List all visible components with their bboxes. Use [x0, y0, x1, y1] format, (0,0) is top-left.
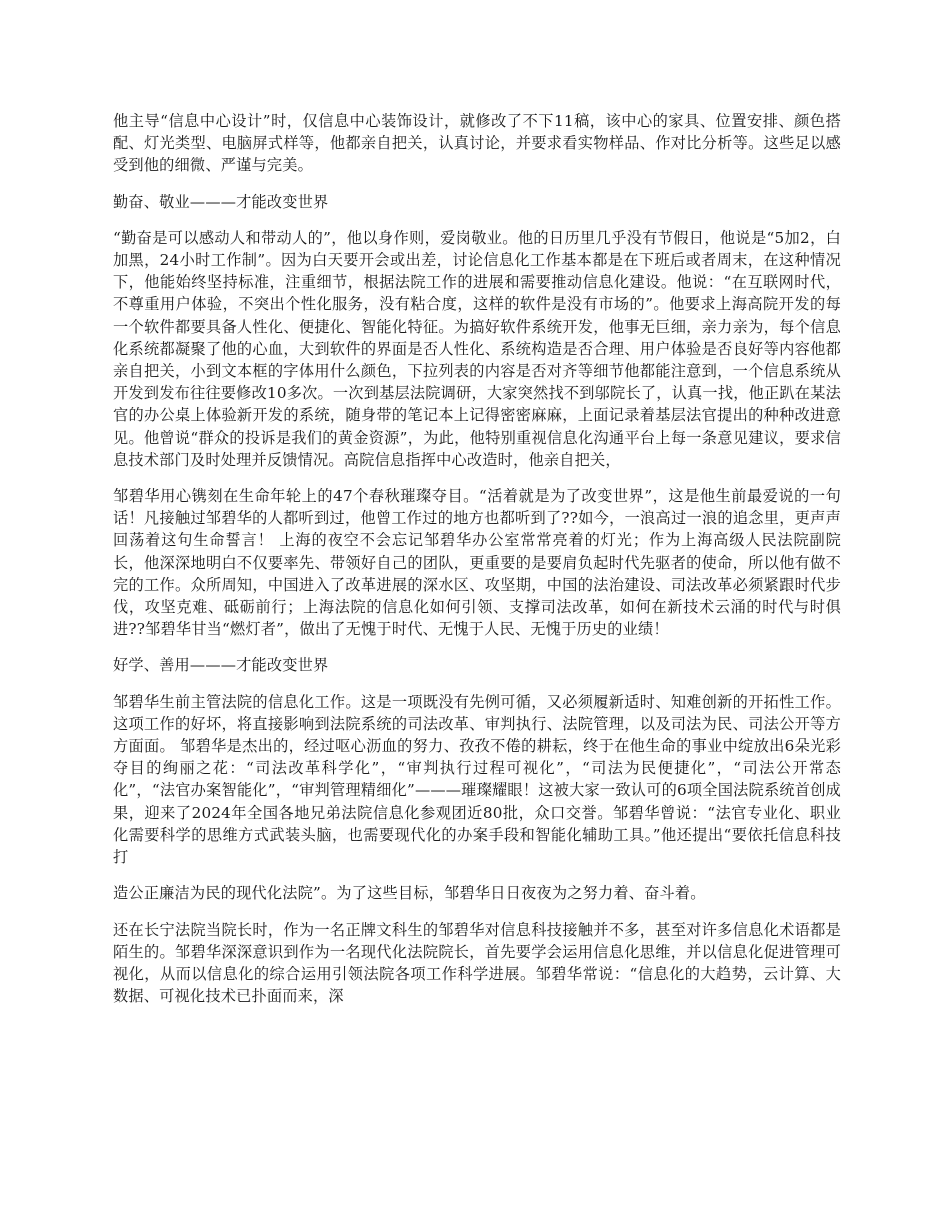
- section-heading-diligence: 勤奋、敬业———才能改变世界: [113, 192, 329, 211]
- paragraph-changning-court: 还在长宁法院当院长时，作为一名正牌文科生的邹碧华对信息科技接触并不多，甚至对许多信息化术语都是陌生的。邹碧华深深意识到作为一名现代化法院院长，首先要学会运用信息化思维，并以信息化促进管理可视化，从而以信息化的综合运用引领法院各项工作科学进展。邹碧华常说：“信息化的大趋势，云计算、大数据、可视化技术已扑面而来，深: [113, 920, 841, 1006]
- section-heading-learning: 好学、善用———才能改变世界: [113, 656, 329, 675]
- paragraph-diligence: “勤奋是可以感动人和带动人的”，他以身作则，爱岗敬业。他的日历里几乎没有节假日，他说是“5加2，白加黑，24小时工作制”。因为白天要开会或出差，讨论信息化工作基本都是在下班后或者周末，在这种情况下，他能始终坚持标准，注重细节，根据法院工作的进展和需要推动信息化建设。他说：“在互联网时代，不尊重用户体验，不突出个性化服务，没有粘合度，这样的软件是没有市场的”。他要求上海高院开发的每一个软件都要具备人性化、便捷化、智能化特征。为搞好软件系统开发，他事无巨细，亲力亲为，每个信息化系统都凝聚了他的心血，大到软件的界面是否人性化、系统构造是否合理、用户体验是否良好等内容他都亲自把关，小到文本框的字体用什么颜色，下拉列表的内容是否对齐等细节他都能注意到，一个信息系统从开发到发布往往要修改10多次。一次到基层法院调研，大家突然找不到邬院长了，认真一找，他正趴在某法官的办公桌上体验新开发的系统，随身带的笔记本上记得密密麻麻，上面记录着基层法官提出的种种改进意见。他曾说“群众的投诉是我们的黄金资源”，为此，他特别重视信息化沟通平台上每一条意见建议，要求信息技术部门及时处理并反馈情况。高院信息指挥中心改造时，他亲自把关，: [113, 228, 841, 469]
- paragraph-informatization-work: 邹碧华生前主管法院的信息化工作。这是一项既没有先例可循，又必须履新适时、知难创新的开拓性工作。这项工作的好坏，将直接影响到法院系统的司法改革、审判执行、法院管理，以及司法为民、司法公开等方方面面。 邹碧华是杰出的，经过呕心沥血的努力、孜孜不倦的耕耘，终于在他生命的事业中绽放出6朵光彩夺目的绚丽之花：“司法改革科学化”，“审判执行过程可视化”，“司法为民便捷化”，“司法公开常态化”，“法官办案智能化”，“审判管理精细化”———璀璨耀眼！这被大家一致认可的6项全国法院系统首创成果，迎来了2024年全国各地兄弟法院信息化参观团近80批，众口交誉。邹碧华曾说：“法官专业化、职业化需要科学的思维方式武装头脑，也需要现代化的办案手段和智能化辅助工具。”他还提出“要依托信息科技打: [113, 692, 841, 867]
- paragraph-life-motto: 邹碧华用心镌刻在生命年轮上的47个春秋璀璨夺目。“活着就是为了改变世界”，这是他生前最爱说的一句话！凡接触过邹碧华的人都听到过，他曾工作过的地方也都听到了??如今，一浪高过一浪的追念里，更声声回荡着这句生命誓言！ 上海的夜空不会忘记邹碧华办公室常常亮着的灯光；作为上海高级人民法院副院长，他深深地明白不仅要率先、带领好自己的团队，更重要的是要肩负起时代先驱者的使命，所以他有做不完的工作。众所周知，中国进入了改革进展的深水区、攻坚期，中国的法治建设、司法改革必须紧跟时代步伐，攻坚克难、砥砺前行；上海法院的信息化如何引领、支撑司法改革，如何在新技术云涌的时代与时俱进??邹碧华甘当“燃灯者”，做出了无愧于时代、无愧于人民、无愧于历史的业绩！: [113, 487, 841, 639]
- paragraph-modern-court-goal: 造公正廉洁为民的现代化法院”。为了这些目标，邹碧华日日夜夜为之努力着、奋斗着。: [113, 884, 706, 903]
- paragraph-design-detail: 他主导“信息中心设计”时，仅信息中心装饰设计，就修改了不下11稿，该中心的家具、位置安排、颜色搭配、灯光类型、电脑屏式样等，他都亲自把关，认真讨论，并要求看实物样品、作对比分析等。这些足以感受到他的细微、严谨与完美。: [113, 112, 841, 175]
- document-body: [113, 110, 841, 1021]
